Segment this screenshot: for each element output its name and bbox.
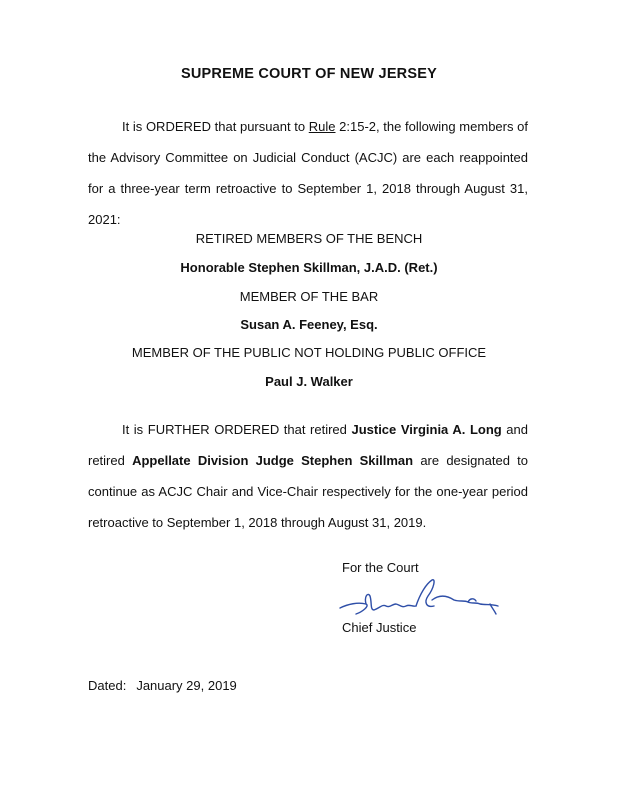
- member-name-bench: Honorable Stephen Skillman, J.A.D. (Ret.): [180, 260, 438, 275]
- para2-text-1: It is FURTHER ORDERED that retired: [122, 422, 352, 437]
- para2-text-2: and retired: [88, 422, 528, 468]
- rule-word: Rule: [308, 119, 336, 134]
- order-paragraph-2: [88, 414, 528, 538]
- member-name-bar: Susan A. Feeney, Esq.: [240, 317, 378, 332]
- para2-text-3: are designated to continue as ACJC Chair and Vice-Chair respectively for the one-year period retroactive to September 1, 2018 through August 31, 2019.: [88, 453, 529, 530]
- dated-value: January 29, 2019: [136, 678, 237, 693]
- para2-judge-name: Appellate Division Judge Stephen Skillman: [132, 453, 414, 468]
- document-title: SUPREME COURT OF NEW JERSEY: [181, 66, 437, 82]
- para1-post: 2:15-2, the following members of the Advisory Committee on Judicial Conduct (ACJC) are each reappointed for a three-year term retroactive to September 1, 2018 through August 31, 2021:: [88, 119, 528, 227]
- para1-pre: It is ORDERED that pursuant to: [122, 119, 309, 134]
- dated-label: Dated:: [88, 678, 127, 693]
- member-category-bar: MEMBER OF THE BAR: [239, 289, 379, 304]
- member-name-public: Paul J. Walker: [265, 374, 353, 389]
- member-category-bench: RETIRED MEMBERS OF THE BENCH: [195, 231, 423, 246]
- para2-justice-name: Justice Virginia A. Long: [351, 422, 502, 437]
- dated-line: [88, 678, 237, 693]
- member-category-public: MEMBER OF THE PUBLIC NOT HOLDING PUBLIC OFFICE: [131, 345, 487, 360]
- chief-justice-label: Chief Justice: [342, 620, 417, 635]
- order-paragraph-1: [88, 111, 528, 235]
- handwritten-signature: [336, 574, 506, 622]
- for-the-court-label: For the Court: [342, 560, 419, 575]
